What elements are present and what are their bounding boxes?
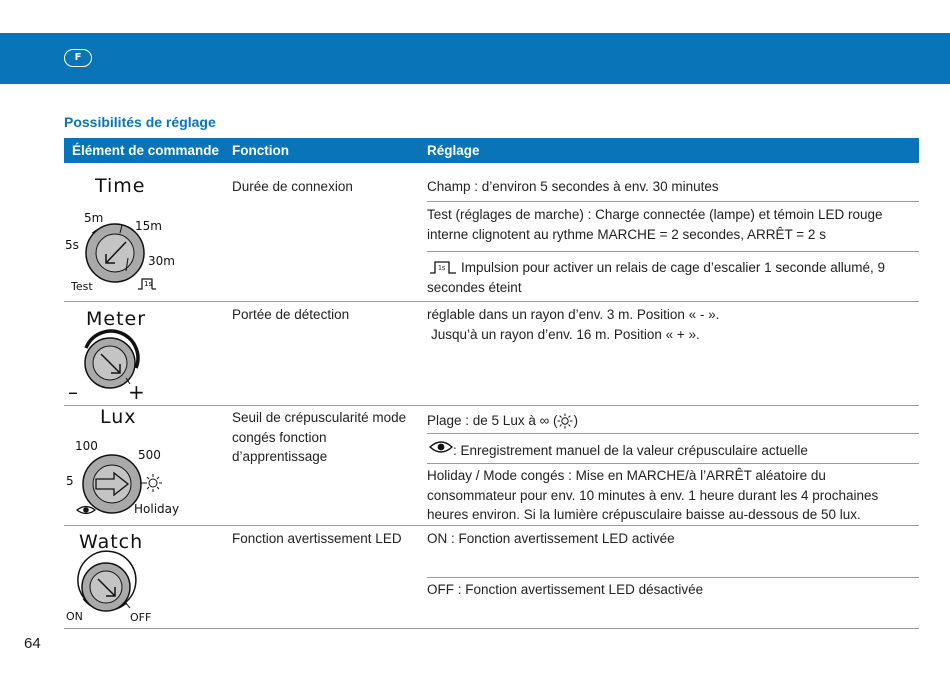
row-divider: [64, 405, 919, 406]
watch-dial-title: Watch: [79, 531, 144, 553]
lux-dial-title: Lux: [100, 406, 137, 428]
time-label-30m: 30m: [148, 254, 175, 268]
lux-label-100: 100: [75, 439, 98, 453]
column-header-settings: Réglage: [427, 143, 480, 158]
setting-lux-holiday: Holiday / Mode congés : Mise en MARCHE/à l’ARRÊT aléatoire du consommateur pour env. 10 minutes à env. 1 heure durant les 4 prochaines heures environ. Si la lumière crépusculaire baisse au-dessous de 50 lux.: [427, 468, 879, 522]
divider: [427, 251, 919, 252]
row-divider: [64, 525, 919, 526]
time-dial-title: Time: [95, 175, 146, 197]
function-meter: Portée de détection: [232, 307, 350, 322]
setting-time-pulse: Impulsion pour activer un relais de cage d’escalier 1 seconde allumé, 9 secondes éteint: [427, 260, 885, 295]
setting-meter-min: réglable dans un rayon d’env. 3 m. Position « - ».: [427, 307, 720, 322]
language-badge: F: [64, 49, 92, 67]
watch-dial-icon: [70, 558, 160, 618]
meter-label-minus: –: [68, 380, 78, 404]
lux-label-5: 5: [66, 474, 74, 488]
setting-watch-off: OFF : Fonction avertissement LED désactivée: [427, 582, 704, 597]
meter-label-plus: +: [128, 380, 145, 404]
time-label-5s: 5s: [65, 238, 79, 252]
divider: [427, 201, 919, 202]
table-bottom-rule: [64, 628, 919, 629]
setting-lux-learn: : Enregistrement manuel de la valeur crépusculaire actuelle: [453, 443, 808, 458]
divider: [427, 433, 919, 434]
setting-time-range: Champ : d’environ 5 secondes à env. 30 minutes: [427, 179, 719, 194]
sun-icon: [557, 413, 573, 429]
setting-watch-on: ON : Fonction avertissement LED activée: [427, 531, 675, 546]
watch-label-on: ON: [66, 610, 83, 623]
column-header-control: Élément de commande: [72, 143, 220, 158]
meter-dial-icon: [70, 330, 160, 402]
time-label-test: Test: [71, 280, 93, 293]
time-label-15m: 15m: [135, 219, 162, 233]
function-time: Durée de connexion: [232, 179, 353, 194]
table-header: [64, 138, 919, 163]
divider: [427, 463, 919, 464]
header-banner: [0, 33, 950, 84]
row-divider: [64, 301, 919, 302]
page-number: 64: [24, 635, 41, 652]
setting-time-test: Test (réglages de marche) : Charge connectée (lampe) et témoin LED rouge interne clignotent au rythme MARCHE = 2 secondes, ARRÊT = 2 s: [427, 207, 883, 242]
setting-meter-max: Jusqu’à un rayon d’env. 16 m. Position « + ».: [431, 327, 700, 342]
time-label-pulse: 1s: [144, 280, 153, 288]
function-watch: Fonction avertissement LED: [232, 531, 402, 546]
setting-lux-range-close: ): [573, 413, 578, 428]
divider: [427, 577, 919, 578]
setting-lux-range-text: Plage : de 5 Lux à ∞ (: [427, 413, 558, 428]
section-title: Possibilités de réglage: [64, 114, 216, 130]
lux-label-holiday: Holiday: [134, 502, 180, 516]
watch-label-off: OFF: [130, 611, 152, 624]
lux-label-500: 500: [138, 448, 161, 462]
setting-lux-range: [427, 411, 578, 431]
function-lux: Seuil de crépuscularité mode congés fonction d’apprentissage: [232, 410, 407, 464]
eye-icon: [429, 440, 453, 454]
meter-dial-title: Meter: [86, 308, 147, 330]
time-label-5m: 5m: [84, 211, 104, 225]
pulse-icon-label: 1s: [438, 265, 446, 272]
column-header-function: Fonction: [232, 143, 289, 158]
